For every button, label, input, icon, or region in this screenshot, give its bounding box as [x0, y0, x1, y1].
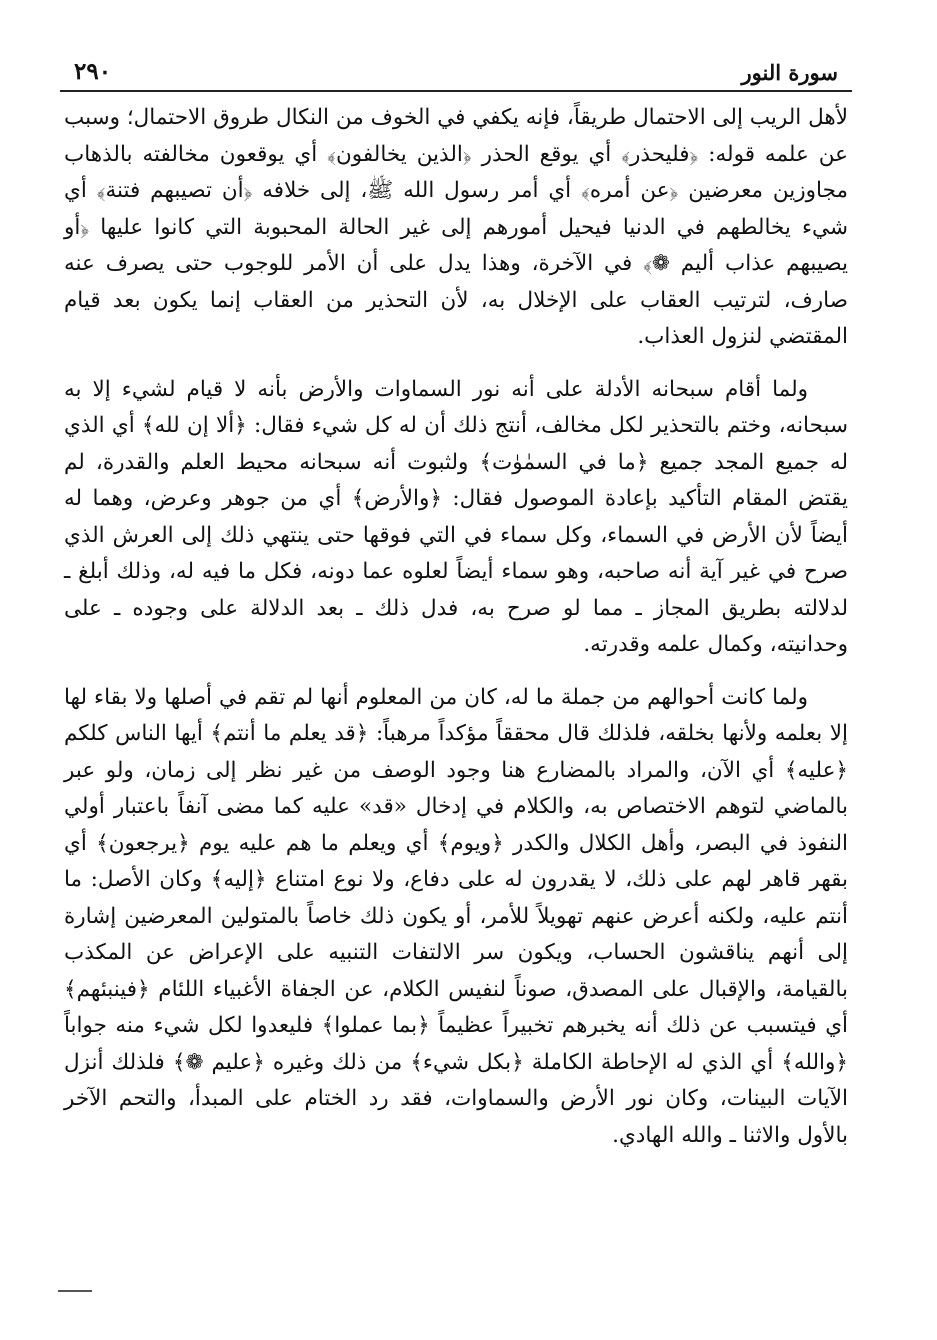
book-page — [60, 52, 852, 1302]
paragraph-2: ولما أقام سبحانه الأدلة على أنه نور السماوات والأرض بأنه لا قيام لشيء إلا به سبحانه، وختم بالتحذير لكل مخالف، أنتج ذلك أن له كل شيء فقال: ﴿ألا إن لله﴾ أي الذي له جميع المجد جميع ﴿ما في السمٰوٰت﴾ ولثبوت أنه سبحانه محيط العلم والقدرة، لم يقتض المقام التأكيد بإعادة الموصول فقال: ﴿والأرض﴾ أي من جوهر وعرض، وهما له أيضاً لأن الأرض في السماء، وكل سماء في التي فوقها حتى ينتهي ذلك إلى العرش الذي صرح في غير آية أنه صاحبه، وهو سماء أيضاً لعلوه عما دونه، فكل ما فيه له، وذلك أبلغ ـ لدلالته بطريق المجاز ـ مما لو صرح به، فدل ذلك ـ بعد الدلالة على وجوده ـ على وحدانيته، وكمال علمه وقدرته. — [64, 376, 848, 657]
paragraph-1: لأهل الريب إلى الاحتمال طريقاً، فإنه يكفي في الخوف من النكال طروق الاحتمال؛ وسبب عن علمه قوله: ﴿فليحذر﴾ أي يوقع الحذر ﴿الذين يخالفون﴾ أي يوقعون مخالفته بالذهاب مجاوزين معرضين ﴿عن أمره﴾ أي أمر رسول الله ﷺ، إلى خلافه ﴿أن تصيبهم فتنة﴾ أي شيء يخالطهم في الدنيا فيحيل أمورهم إلى غير الحالة المحبوبة التي كانوا عليها ﴿أو يصيبهم عذاب أليم ❁﴾ في الآخرة، وهذا يدل على أن الأمر للوجوب حتى يصرف عنه صارف، لترتيب العقاب على الإخلال به، لأن التحذير من العقاب إنما يكون بعد قيام المقتضي لنزول العذاب. — [63, 105, 848, 349]
surah-title: سورة النور — [741, 60, 838, 85]
paragraph-3: ولما كانت أحوالهم من جملة ما له، كان من المعلوم أنها لم تقم في أصلها ولا بقاء لها إلا بعلمه ولأنها بخلقه، فلذلك قال محققاً مؤكداً مرهباً: ﴿قد يعلم ما أنتم﴾ أيها الناس كلكم ﴿عليه﴾ أي الآن، والمراد بالمضارع هنا وجود الوصف من غير نظر إلى زمان، ولو عبر بالماضي لتوهم الاختصاص به، والكلام في إدخال «قد» عليه كما مضى آنفاً باعتبار أولي النفوذ في البصر، وأهل الكلال والكدر ﴿ويوم﴾ أي ويعلم ما هم عليه يوم ﴿يرجعون﴾ أي بقهر قاهر لهم على ذلك، لا يقدرون له على دفاع، ولا نوع امتناع ﴿إليه﴾ وكان الأصل: ما أنتم عليه، ولكنه أعرض عنهم تهويلاً للأمر، أو يكون ذلك خاصاً بالمتولين المعرضين إشارة إلى أنهم يناقشون الحساب، ويكون سر الالتفات التنبيه على الإعراض عن المكذب بالقيامة، والإقبال على المصدق، صوناً لنفيس الكلام، عن الجفاة الأغبياء اللئام ﴿فينبئهم﴾ أي فيتسبب عن ذلك أنه يخبرهم تخبيراً عظيماً ﴿بما عملوا﴾ فليعدوا لكل شيء منه جواباً ﴿والله﴾ أي الذي له الإحاطة الكاملة ﴿بكل شيء﴾ من ذلك وغيره ﴿عليم ❁﴾ فلذلك أنزل الآيات البينات، وكان نور الأرض والسماوات، فقد رد الختام على المبدأ، والتحم الآخر بالأول والاثنا ـ والله الهادي. — [64, 684, 848, 1148]
page-number: ٢٩٠ — [74, 58, 112, 85]
footer-dash — [58, 1290, 92, 1292]
page-body — [60, 100, 852, 1154]
header-divider — [60, 90, 852, 92]
page-header — [60, 52, 852, 88]
